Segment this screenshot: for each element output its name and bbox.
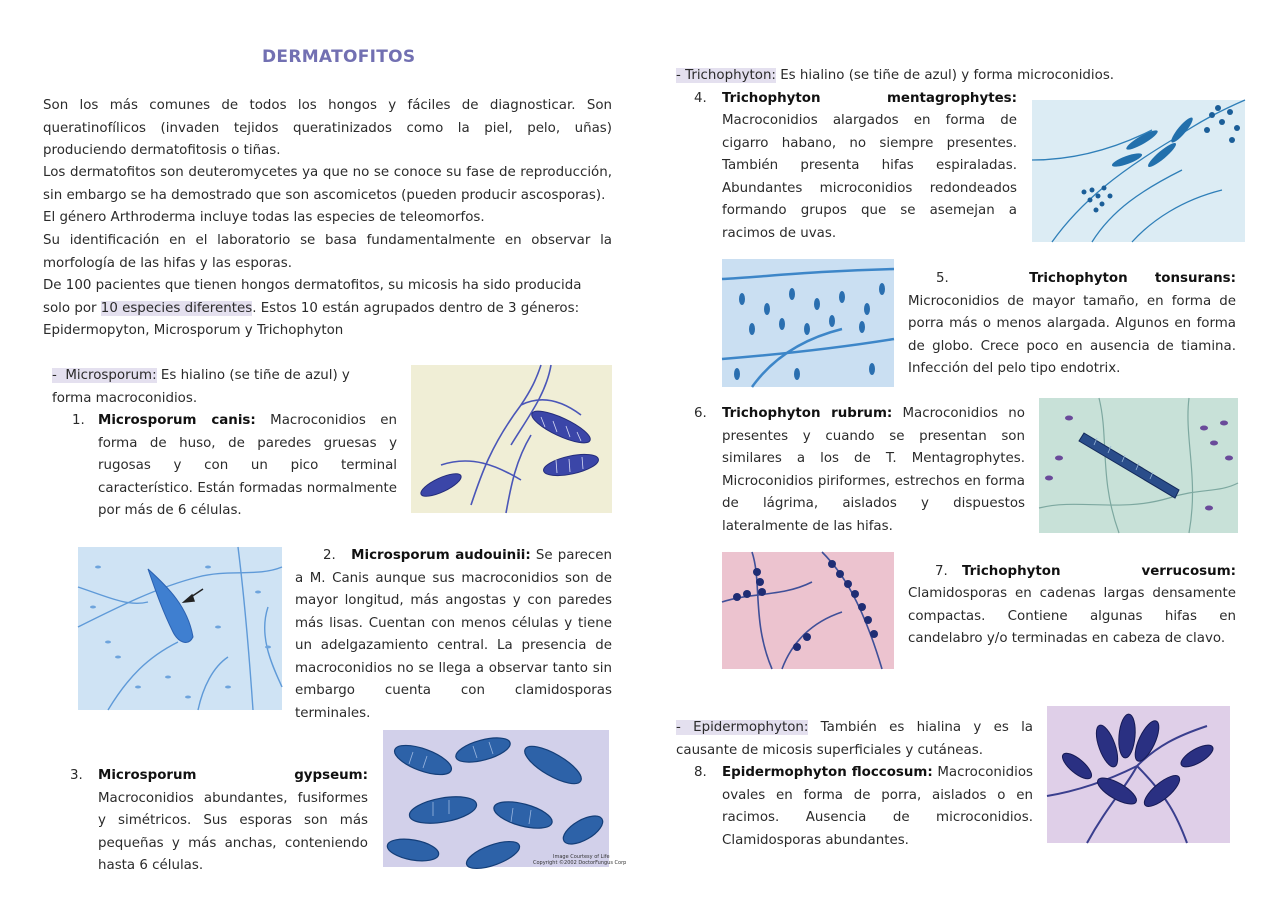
intro-paragraph-1: Son los más comunes de todos los hongos y fáciles de diagnosticar. Son queratinofílicos (invaden tejidos queratinizados como la piel, pelo, uñas) produciendo dermatofitosis o tiñas.: [43, 98, 612, 158]
intro-paragraph-5: De 100 pacientes que tienen hongos dermatofitos, su micosis ha sido producida solo por 10 especies diferentes. Estos 10 están agrupados dentro de 3 géneros: Epidermopyton, Microsporum y Trichophyton: [43, 278, 582, 338]
item-trichophyton-rubrum: Trichophyton rubrum: Macroconidios no presentes y cuando se presentan son similares a los de T. Mentagrophytes. Microconidios piriformes, estrechos en forma de lágrima, aislados y dispuestos lateralmente de las hifas.: [722, 406, 1025, 534]
epidermophyton-floccosum-micrograph: [1047, 706, 1230, 843]
trichophyton-mentagrophytes-micrograph: [1032, 100, 1245, 242]
microsporum-audouinii-micrograph: [78, 547, 282, 710]
page-title: DERMATOFITOS: [262, 47, 416, 67]
microsporum-label: - Microsporum:: [52, 368, 157, 383]
item-number-3: 3.: [70, 768, 83, 783]
trichophyton-tonsurans-micrograph: [722, 259, 894, 387]
microsporum-gypseum-micrograph: [383, 730, 627, 867]
trichophyton-rubrum-micrograph: [1039, 398, 1238, 533]
item-microsporum-canis: Microsporum canis: Macroconidios en forma de huso, de paredes gruesas y rugosas y con un pico terminal característico. Están formadas normalmente por más de 6 células.: [98, 413, 397, 518]
svg-text:Copyright ©2002 DoctorFungus C: Copyright ©2002 DoctorFungus Corp: [533, 860, 627, 866]
item-4-name: Trichophyton mentagrophytes:: [722, 91, 1017, 106]
item-number-8: 8.: [694, 765, 707, 780]
item-trichophyton-mentagrophytes: Macroconidios alargados en forma de cigarro habano, no siempre presentes. También presenta hifas espiraladas. Abundantes microconidios redondeados formando grupos que se asemejan a racimos de uvas.: [722, 113, 1017, 241]
item-number-6: 6.: [694, 406, 707, 421]
item-microsporum-audouinii: 2. Microsporum audouinii: Se parecen a M. Canis aunque sus macroconidios son de mayor longitud, más angostas y con paredes más lisas. Cuentan con menos células y tiene un adelgazamiento central. La presencia de macroconidios no se llega a observar tanto sin embargo cuenta con clamidosporas terminales.: [295, 548, 612, 721]
intro-paragraph-3: El género Arthroderma incluye todas las especies de teleomorfos.: [43, 210, 485, 225]
item-trichophyton-verrucosum: Clamidosporas en cadenas largas densamente compactas. Contiene algunas hifas en candelabro y/o terminadas en cabeza de clavo.: [908, 586, 1236, 646]
epidermophyton-heading: - Epidermophyton: También es hialina y es la causante de micosis superficiales y cutáneas.: [676, 720, 1033, 758]
microsporum-canis-micrograph: [411, 365, 612, 513]
item-epidermophyton-floccosum: Epidermophyton floccosum: Macroconidios ovales en forma de porra, aislados o en racimos. Ausencia de microconidios. Clamidosporas abundantes.: [722, 765, 1033, 848]
trichophyton-verrucosum-micrograph: [722, 552, 894, 669]
item-number-1: 1.: [72, 413, 85, 428]
trichophyton-label: - Trichophyton:: [676, 68, 776, 83]
item-trichophyton-tonsurans: 5. Trichophyton tonsurans: Microconidios de mayor tamaño, en forma de porra más o menos alargada. Algunos en forma de globo. Crece poco en ausencia de tiamina. Infección del pelo tipo endotrix.: [908, 271, 1236, 376]
trichophyton-heading: - Trichophyton: Es hialino (se tiñe de azul) y forma microconidios.: [676, 68, 1115, 83]
item-7-name: Trichophyton verrucosum:: [962, 564, 1236, 579]
highlighted-text: 10 especies diferentes: [100, 300, 253, 316]
item-number-7: 7.: [935, 564, 948, 579]
item-microsporum-gypseum: Microsporum gypseum: Macroconidios abundantes, fusiformes y simétricos. Sus esporas son más pequeñas y más anchas, conteniendo hasta 6 células.: [98, 768, 368, 873]
intro-paragraph-2: Los dermatofitos son deuteromycetes ya que no se conoce su fase de reproducción, sin embargo se ha demostrado que son ascomicetos (pueden producir ascosporas).: [43, 165, 612, 203]
epidermophyton-label: - Epidermophyton:: [676, 720, 809, 735]
intro-paragraph-4: Su identificación en el laboratorio se basa fundamentalmente en observar la morfología de las hifas y las esporas.: [43, 233, 612, 271]
item-number-4: 4.: [694, 91, 707, 106]
microsporum-heading: - Microsporum: Es hialino (se tiñe de azul) y forma macroconidios.: [52, 368, 350, 406]
image-credit-text: Image Courtesy of Life: [553, 854, 610, 860]
